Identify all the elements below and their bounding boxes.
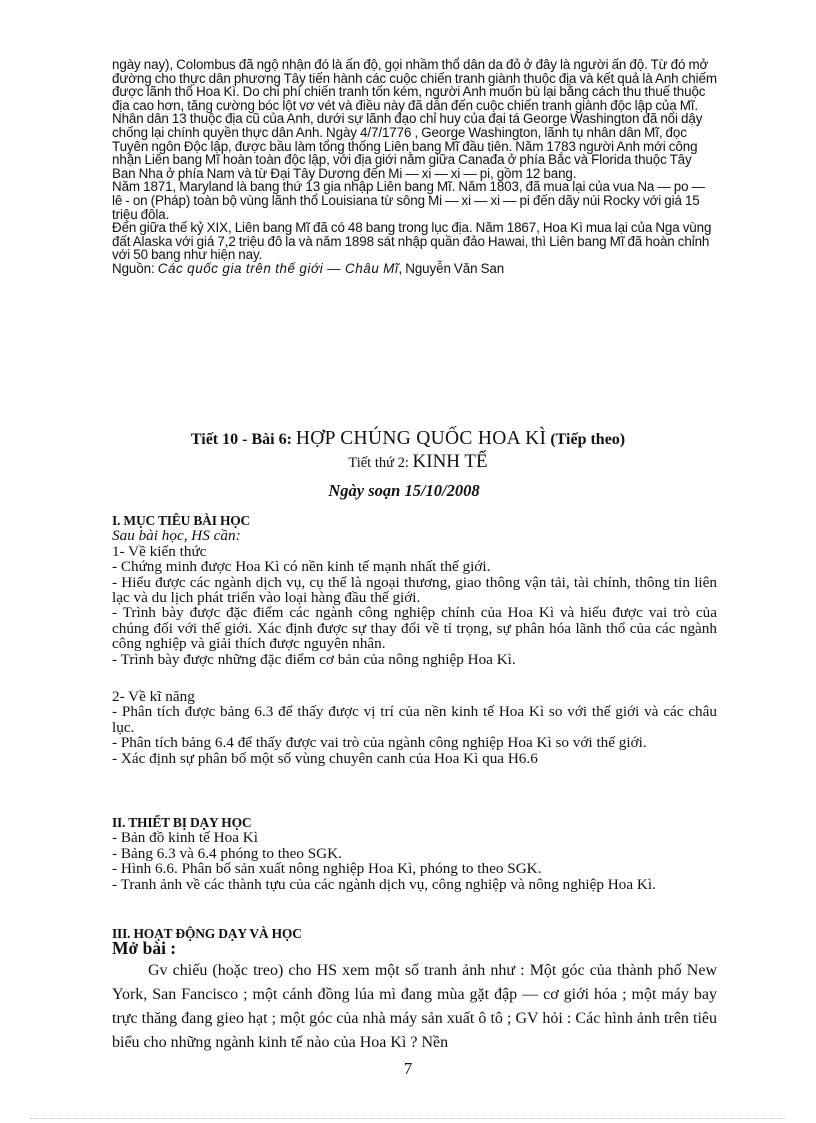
history-paragraph-1: ngày nay), Colombus đã ngộ nhận đó là ấn độ, gọi nhầm thổ dân da đỏ ở đây là người ấn độ. Từ đó mở đường cho thực dân phương Tây tiến hành các cuộc chiến tranh giành thuộc địa và kết quả là Anh chiếm được lãnh thổ Hoa Kì. Do chi phí chiến tranh tốn kém, người Anh muốn bù lại bằng cách thu thuế thuộc địa cao hơn, tăng cường bóc lột vơ vét và điều này đã dẫn đến cuộc chiến tranh giành độc lập của Mĩ.	[112, 57, 717, 113]
page-number: 7	[403, 1059, 413, 1078]
equipment-item: - Tranh ảnh về các thành tựu của các ngành dịch vụ, công nghiệp và nông nghiệp Hoa Kì.	[112, 875, 656, 893]
knowledge-item: - Trình bày được đặc điểm các ngành công nghiệp chính của Hoa Kì và hiểu được vai trò của chúng đối với thế giới. Xác định được sự thay đổi về tỉ trọng, sự phân hóa lãnh thổ của các ngành công nghiệp và giải thích được nguyên nhân.	[112, 604, 717, 653]
equipment-item: - Bảng 6.3 và 6.4 phóng to theo SGK.	[112, 844, 342, 862]
history-paragraph-4: Đến giữa thế kỷ XIX, Liên bang Mĩ đã có 48 bang trong lục địa. Năm 1867, Hoa Kì mua lại của Nga vùng đất Alaska với giá 7,2 triệu đô la và năm 1898 sát nhập quần đảo Hawai, thì Liên bang Mĩ đã hoàn chỉnh với 50 bang như hiện nay.	[112, 220, 712, 263]
lesson-subtitle	[10, 451, 816, 473]
lesson-prefix: Tiết 10 - Bài 6:	[190, 431, 292, 448]
lesson-title	[0, 428, 816, 450]
skills-item: - Xác định sự phân bố một số vùng chuyên canh của Hoa Kì qua H6.6	[112, 749, 538, 767]
skills-item: - Phân tích bảng 6.4 để thấy được vai trò của ngành công nghiệp Hoa Kì so với thế giới.	[112, 734, 647, 752]
objectives-heading: I. MỤC TIÊU BÀI HỌC	[112, 513, 251, 528]
source-citation	[112, 262, 717, 276]
equipment-heading: II. THIẾT BỊ DẠY HỌC	[112, 815, 252, 830]
equipment-section	[112, 815, 717, 892]
knowledge-heading: 1- Về kiến thức	[112, 542, 207, 560]
equipment-item: - Bản đồ kinh tế Hoa Kì	[112, 829, 258, 847]
history-text-block	[112, 58, 717, 276]
activities-heading: III. HOẠT ĐỘNG DẠY VÀ HỌC	[112, 926, 302, 941]
source-title: Các quốc gia trên thế giới — Châu Mĩ	[157, 260, 399, 276]
lesson-suffix: (Tiếp theo)	[550, 431, 626, 448]
lesson-name: HỢP CHÚNG QUỐC HOA KÌ	[295, 428, 547, 449]
knowledge-item: - Hiểu được các ngành dịch vụ, cụ thể là ngoại thương, giao thông vận tải, tài chính, thông tin liên lạc và du lịch phát triển vào loại hàng đầu thế giới.	[112, 573, 717, 607]
skills-heading: 2- Về kĩ năng	[112, 688, 195, 706]
objectives-intro: Sau bài học, HS cần:	[112, 527, 241, 545]
knowledge-item: - Chứng minh được Hoa Kì có nền kinh tế mạnh nhất thế giới.	[112, 558, 491, 576]
activities-section	[112, 926, 717, 1055]
history-paragraph-2: Nhân dân 13 thuộc địa cũ của Anh, dưới sự lãnh đạo chỉ huy của đại tá George Washington đã nổi dậy chống lại chính quyền thực dân Anh. Ngày 4/7/1776 , George Washington, lãnh tụ nhân dân Mĩ, đọc Tuyên ngôn Độc lập, được bầu làm tổng thống Liên bang Mĩ đầu tiên. Năm 1783 người Anh mới công nhận Liên bang Mĩ hoàn toàn độc lập, với địa giới nằm giữa Canađa ở phía Bắc và Florida thuộc Tây Ban Nha ở phía Nam và từ Đại Tây Dương đến Mi — xi — xi — pi, gồm 12 bang.	[112, 111, 703, 181]
skills-item: - Phân tích được bảng 6.3 để thấy được vị trí của nền kinh tế Hoa Kì so với thế giới và các châu lục.	[112, 703, 717, 736]
history-paragraph-3: Năm 1871, Maryland là bang thứ 13 gia nhập Liên bang Mĩ. Năm 1803, đã mua lại của vua Na — po — lê - on (Pháp) toàn bộ vùng lãnh thổ Louisiana từ sông Mi — xi — xi — pi đến dãy núi Rocky với giá 15 triệu đôla.	[112, 179, 705, 222]
opening-paragraph: Gv chiếu (hoặc treo) cho HS xem một số tranh ảnh như : Một góc của thành phố New York, San Fancisco ; một cánh đồng lúa mì đang mùa gặt đập — cơ giới hóa ; một máy bay trực thăng đang gieo hạt ; một góc của nhà máy sản xuất ô tô ; GV hỏi : Các hình ảnh trên tiêu biểu cho những ngành kinh tế nào của Hoa Kì ? Nền	[112, 961, 717, 1051]
source-author: , Nguyễn Văn San	[398, 260, 505, 276]
lesson-sub-title: KINH TẾ	[412, 451, 488, 472]
lesson-sub-prefix: Tiết thứ 2:	[348, 455, 409, 471]
opening-heading: Mở bài :	[112, 938, 177, 959]
lesson-date: Ngày soạn 15/10/2008	[328, 481, 480, 500]
source-label: Nguồn:	[112, 260, 155, 276]
knowledge-item: - Trình bày được những đặc điểm cơ bản của nông nghiệp Hoa Kì.	[112, 650, 516, 668]
objectives-section	[112, 513, 717, 766]
page-bottom-divider	[30, 1118, 786, 1119]
equipment-item: - Hình 6.6. Phân bố sản xuất nông nghiệp Hoa Kì, phóng to theo SGK.	[112, 860, 542, 878]
